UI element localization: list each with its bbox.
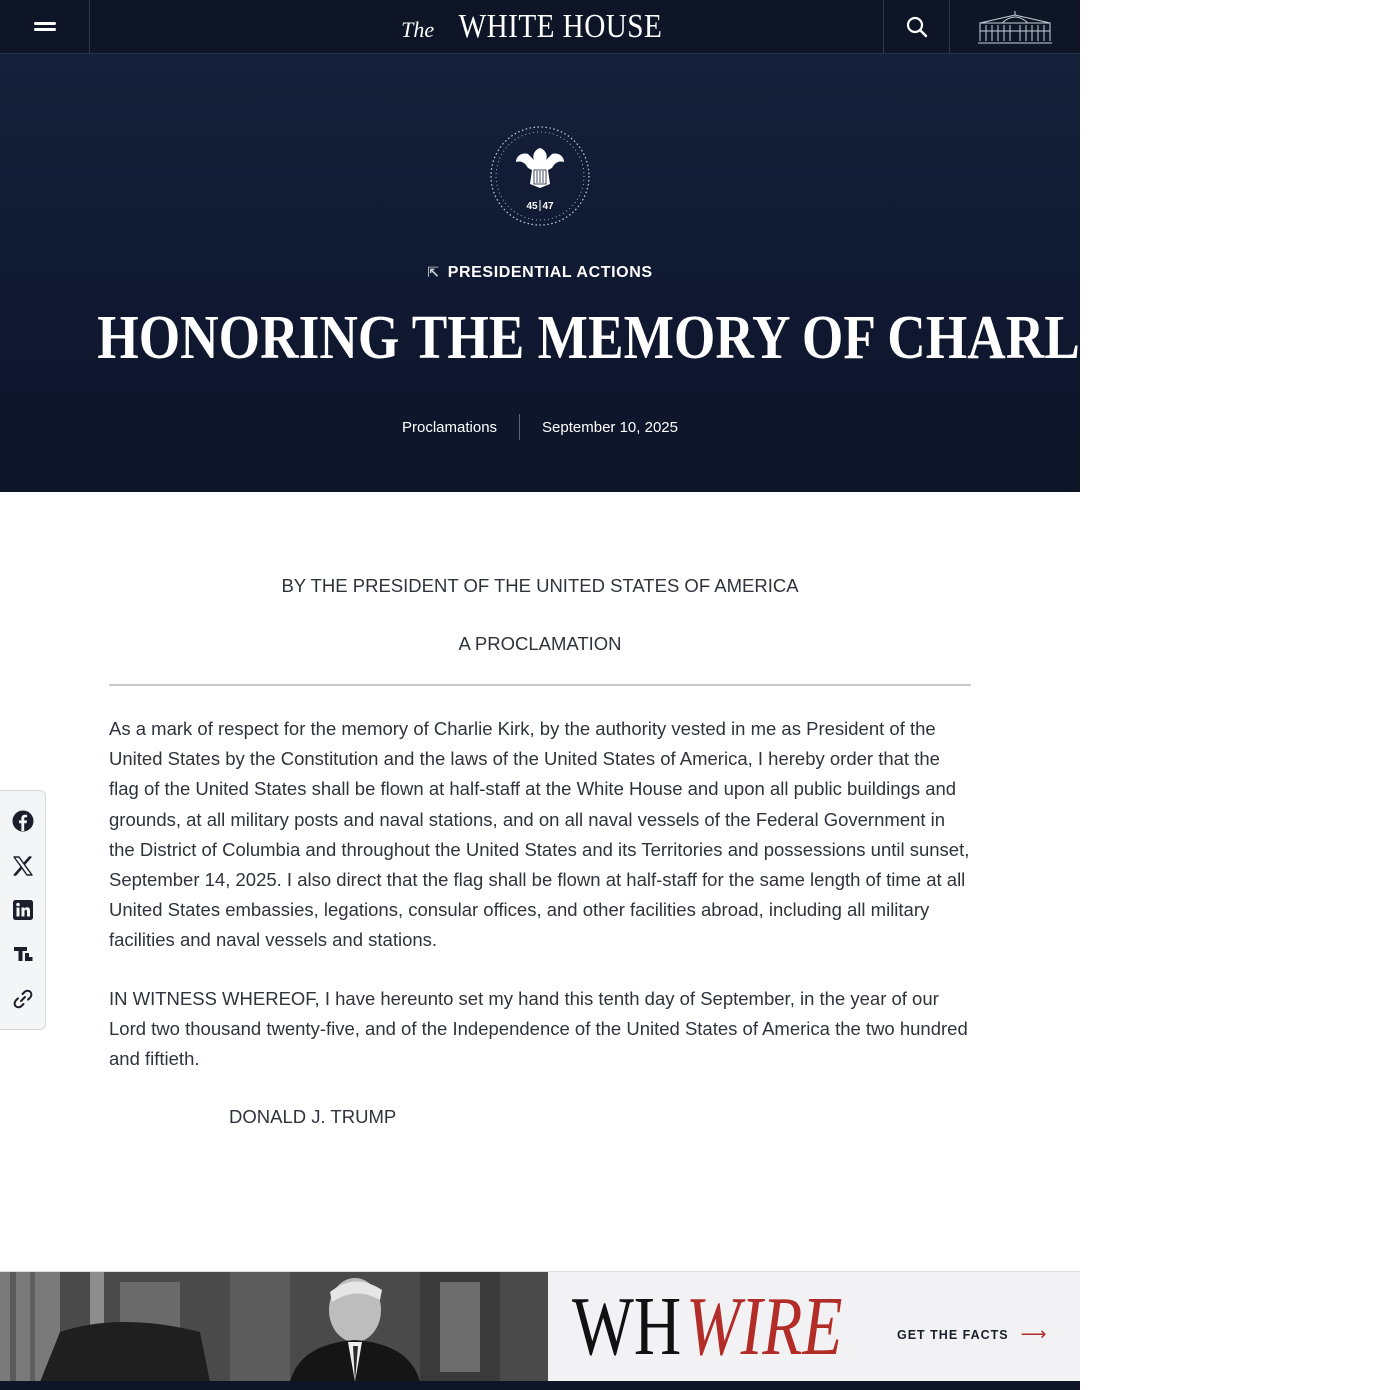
search-icon	[906, 16, 928, 38]
facebook-icon	[12, 810, 34, 832]
logo-wire: WIRE	[685, 1280, 843, 1373]
category-link[interactable]: Proclamations	[402, 418, 498, 436]
share-rail	[0, 790, 46, 1030]
get-the-facts-link[interactable]	[897, 1324, 1047, 1345]
white-house-home-link[interactable]	[949, 0, 1080, 53]
proclamation-body	[109, 560, 971, 1132]
truth-social-icon	[12, 943, 34, 965]
post-meta	[0, 412, 1080, 442]
brand-name: WHITE HOUSE	[458, 8, 663, 45]
search-button[interactable]	[883, 0, 950, 53]
witness-paragraph: IN WITNESS WHEREOF, I have hereunto set my hand this tenth day of September, in the year of our Lord two thousand twenty-five, and of the Independence of the United States of America the two hundred and fiftieth.	[109, 987, 968, 1070]
section-kicker-link[interactable]	[0, 264, 1080, 282]
arrow-up-left-icon: ⇱	[427, 264, 440, 280]
proclamation-subheading: A PROCLAMATION	[458, 633, 622, 654]
share-linkedin-button[interactable]	[10, 897, 36, 923]
seal-number-right: 47	[542, 201, 554, 212]
signature: DONALD J. TRUMP	[229, 1106, 397, 1128]
x-icon	[12, 855, 34, 877]
copy-link-icon	[12, 988, 34, 1010]
share-truth-social-button[interactable]	[10, 941, 36, 967]
page-title: HONORING THE MEMORY OF CHARLIE KIRK	[97, 304, 1292, 372]
white-house-icon	[976, 9, 1054, 45]
share-facebook-button[interactable]	[10, 808, 36, 834]
proclamation-heading: BY THE PRESIDENT OF THE UNITED STATES OF AMERICA	[281, 575, 799, 596]
brand-prefix: The	[401, 17, 435, 42]
cta-label: GET THE FACTS	[897, 1327, 1009, 1342]
kicker-label: PRESIDENTIAL ACTIONS	[447, 264, 653, 281]
hero-section	[0, 54, 1292, 492]
proclamation-paragraph: As a mark of respect for the memory of Charlie Kirk, by the authority vested in me as President of the United States by the Constitution and the laws of the United States of America, I hereby order that the flag of the United States shall be flown at half-staff at the White House and upon all public buildings and grounds, at all military posts and naval stations, and on all naval vessels of the Federal Government in the District of Columbia and throughout the United States and its Territories and possessions until sunset, September 14, 2025. I also direct that the flag shall be flown at half-staff for the same length of time at all United States embassies, legations, consular offices, and other facilities abroad, including all military facilities and naval vessels and stations.	[109, 718, 970, 951]
hamburger-icon	[34, 19, 56, 34]
presidential-seal-icon	[488, 124, 592, 228]
menu-button[interactable]	[0, 0, 90, 53]
banner-photo	[0, 1272, 548, 1382]
seal-number-left: 45	[526, 201, 538, 212]
linkedin-icon	[12, 899, 34, 921]
content-divider	[109, 684, 971, 686]
top-navigation	[0, 0, 1080, 54]
wh-wire-logo	[572, 1282, 887, 1372]
post-date: September 10, 2025	[542, 418, 678, 436]
bottom-strip	[0, 1381, 1080, 1390]
arrow-right-icon: ⟶	[1020, 1324, 1048, 1344]
wh-wire-banner[interactable]	[0, 1271, 1080, 1381]
logo-wh: WH	[572, 1280, 682, 1373]
copy-link-button[interactable]	[10, 986, 36, 1012]
share-x-button[interactable]	[10, 853, 36, 879]
